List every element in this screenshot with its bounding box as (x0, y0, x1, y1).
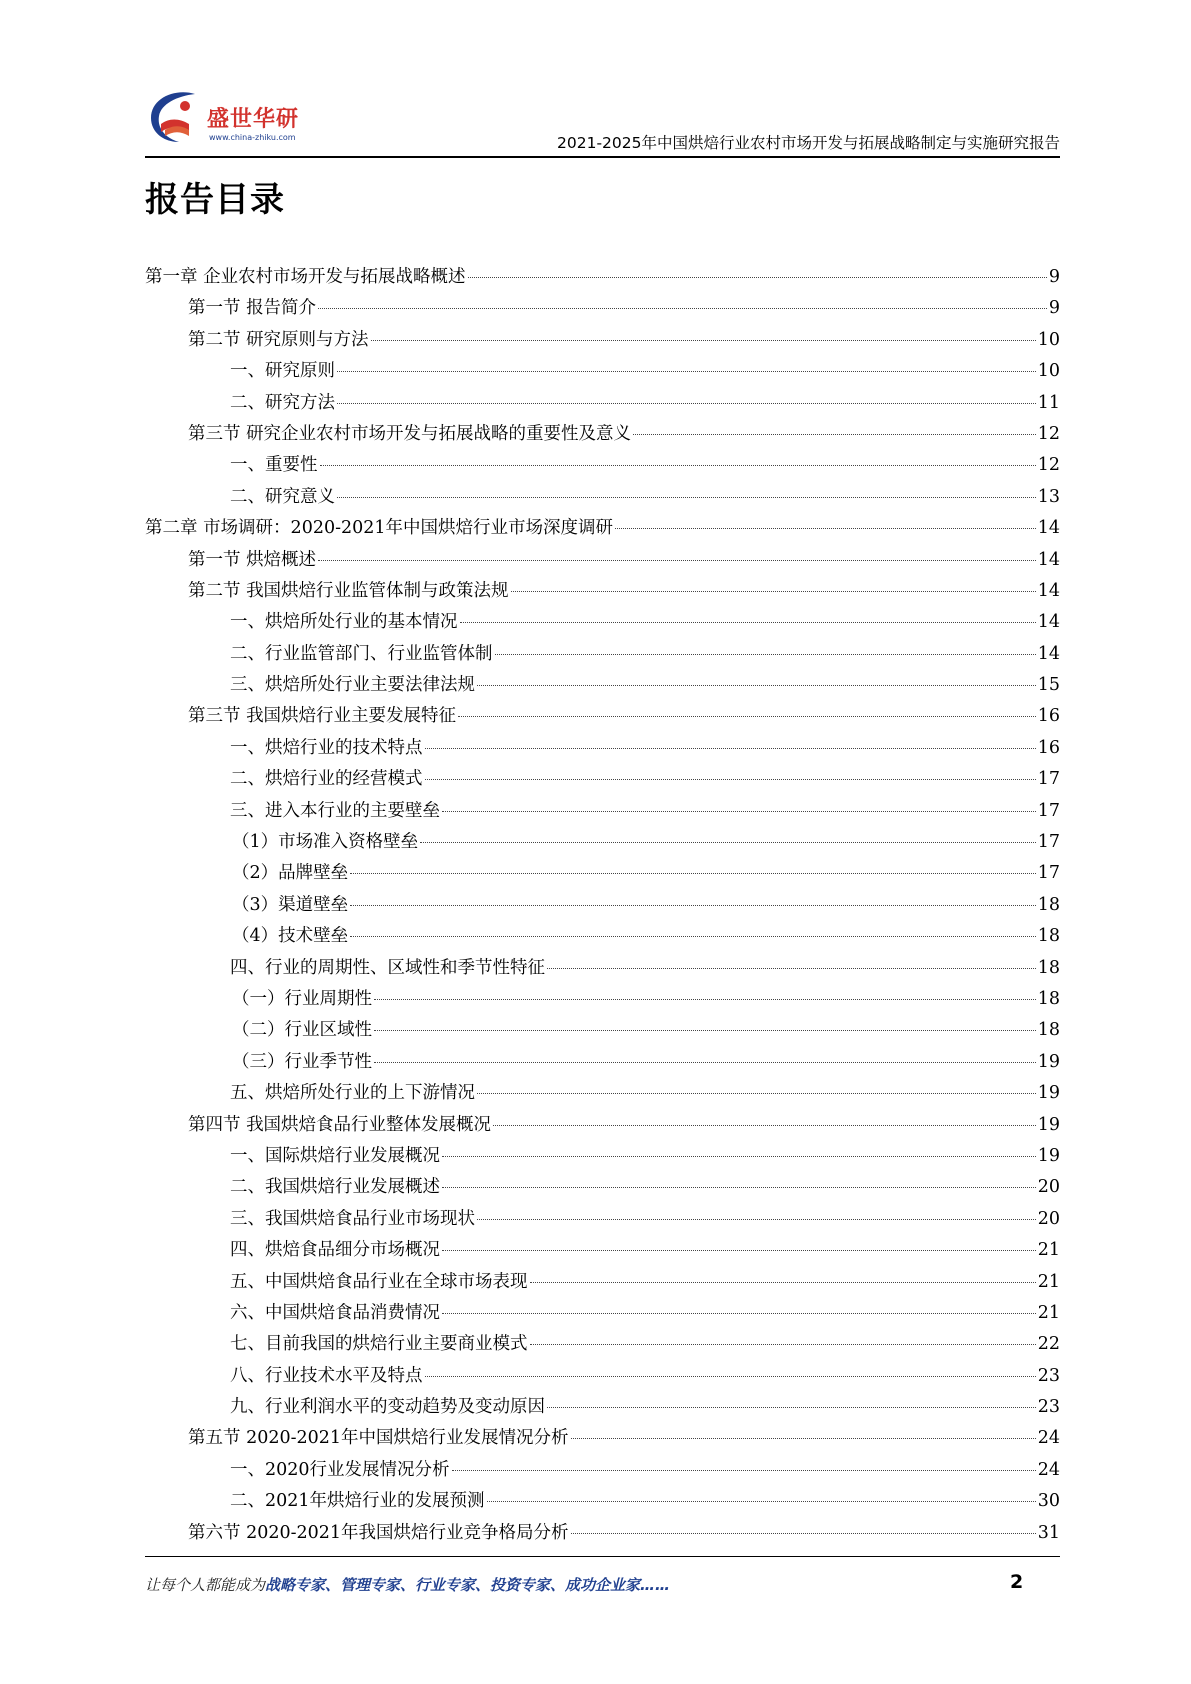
toc-dot-leader (425, 1376, 1036, 1377)
toc-entry-page: 14 (1037, 549, 1060, 570)
toc-entry-page: 18 (1037, 1020, 1060, 1041)
toc-dot-leader (442, 1250, 1036, 1251)
toc-dot-leader (547, 968, 1036, 969)
toc-entry[interactable] (145, 1079, 1060, 1110)
toc-entry-label: 第三节 我国烘焙行业主要发展特征 (188, 706, 457, 727)
toc-entry[interactable] (145, 765, 1060, 796)
toc-entry[interactable] (145, 985, 1060, 1016)
toc-dot-leader (547, 1407, 1036, 1408)
page-header (145, 80, 1060, 160)
toc-dot-leader (337, 497, 1036, 498)
toc-entry-page: 21 (1037, 1302, 1060, 1323)
toc-entry[interactable] (145, 483, 1060, 514)
toc-dot-leader (530, 1344, 1036, 1345)
toc-dot-leader (468, 277, 1047, 278)
toc-entry-page: 21 (1037, 1240, 1060, 1261)
toc-entry-page: 18 (1037, 957, 1060, 978)
toc-entry-page: 14 (1037, 643, 1060, 664)
toc-entry[interactable] (145, 608, 1060, 639)
table-of-contents (145, 263, 1060, 1550)
toc-entry-page: 19 (1037, 1145, 1060, 1166)
toc-entry-page: 22 (1037, 1334, 1060, 1355)
toc-entry[interactable] (145, 671, 1060, 702)
logo-emblem-icon (145, 88, 205, 146)
toc-entry-page: 9 (1048, 298, 1060, 319)
toc-entry-page: 19 (1037, 1051, 1060, 1072)
toc-dot-leader (374, 1062, 1036, 1063)
toc-entry[interactable] (145, 1142, 1060, 1173)
toc-entry-label: （三）行业季节性 (232, 1051, 372, 1072)
toc-entry-label: （2）品牌壁垒 (232, 863, 349, 884)
toc-entry-label: 三、我国烘焙食品行业市场现状 (230, 1208, 475, 1229)
toc-entry-label: 一、2020行业发展情况分析 (230, 1459, 450, 1480)
toc-entry-page: 17 (1037, 863, 1060, 884)
toc-entry-page: 10 (1037, 329, 1060, 350)
toc-entry-page: 18 (1037, 988, 1060, 1009)
header-divider (145, 156, 1060, 158)
toc-entry-label: 一、重要性 (230, 455, 318, 476)
toc-dot-leader (442, 811, 1036, 812)
toc-entry[interactable] (145, 702, 1060, 733)
toc-entry[interactable] (145, 1268, 1060, 1299)
toc-dot-leader (337, 371, 1036, 372)
toc-entry-label: 八、行业技术水平及特点 (230, 1365, 423, 1386)
toc-entry-label: （1）市场准入资格壁垒 (232, 832, 419, 853)
toc-entry-page: 9 (1048, 267, 1060, 287)
toc-entry[interactable] (145, 451, 1060, 482)
logo-url: www.china-zhiku.com (209, 133, 296, 142)
toc-entry[interactable] (145, 294, 1060, 325)
toc-entry-label: 二、研究方法 (230, 392, 335, 413)
toc-entry[interactable] (145, 546, 1060, 577)
toc-entry-page: 23 (1037, 1397, 1060, 1418)
toc-entry-label: 第二节 研究原则与方法 (188, 329, 369, 350)
toc-entry-label: 三、烘焙所处行业主要法律法规 (230, 675, 475, 696)
toc-entry-page: 18 (1037, 894, 1060, 915)
toc-entry-page: 24 (1037, 1428, 1060, 1449)
toc-entry[interactable] (145, 326, 1060, 357)
toc-entry-label: 四、烘焙食品细分市场概况 (230, 1240, 440, 1261)
toc-dot-leader (374, 999, 1036, 1000)
toc-entry[interactable] (145, 1330, 1060, 1361)
toc-entry-page: 18 (1037, 926, 1060, 947)
toc-entry-page: 20 (1037, 1208, 1060, 1229)
toc-entry-page: 20 (1037, 1177, 1060, 1198)
toc-entry-label: 一、烘焙行业的技术特点 (230, 737, 423, 758)
toc-entry-page: 10 (1037, 361, 1060, 382)
toc-dot-leader (571, 1438, 1036, 1439)
toc-entry-label: 一、烘焙所处行业的基本情况 (230, 612, 458, 633)
toc-entry[interactable] (145, 734, 1060, 765)
toc-entry-label: 五、烘焙所处行业的上下游情况 (230, 1083, 475, 1104)
toc-dot-leader (425, 748, 1036, 749)
toc-entry-page: 11 (1037, 392, 1060, 413)
footer-divider (145, 1556, 1060, 1557)
toc-entry-page: 19 (1037, 1114, 1060, 1135)
toc-entry-page: 30 (1037, 1491, 1060, 1512)
toc-entry[interactable] (145, 859, 1060, 890)
toc-entry-label: （一）行业周期性 (232, 988, 372, 1009)
toc-entry-label: 二、研究意义 (230, 486, 335, 507)
toc-dot-leader (320, 465, 1036, 466)
toc-dot-leader (350, 905, 1036, 906)
toc-entry-label: 五、中国烘焙食品行业在全球市场表现 (230, 1271, 528, 1292)
toc-entry[interactable] (145, 954, 1060, 985)
toc-entry-page: 13 (1037, 486, 1060, 507)
footer-slogan (145, 1574, 670, 1595)
toc-entry[interactable] (145, 797, 1060, 828)
toc-dot-leader (442, 1156, 1036, 1157)
toc-entry-page: 14 (1037, 518, 1060, 539)
toc-dot-leader (371, 340, 1036, 341)
toc-entry-label: 第一节 烘焙概述 (188, 549, 317, 570)
toc-entry-label: 第四节 我国烘焙食品行业整体发展概况 (188, 1114, 492, 1135)
report-title: 2021-2025年中国烘焙行业农村市场开发与拓展战略制定与实施研究报告 (557, 134, 1060, 152)
toc-entry[interactable] (145, 891, 1060, 922)
toc-entry-label: 六、中国烘焙食品消费情况 (230, 1302, 440, 1323)
toc-entry-label: 七、目前我国的烘焙行业主要商业模式 (230, 1334, 528, 1355)
toc-entry-page: 17 (1037, 800, 1060, 821)
toc-dot-leader (511, 591, 1036, 592)
toc-entry-label: 第五节 2020-2021年中国烘焙行业发展情况分析 (188, 1428, 569, 1449)
toc-entry[interactable] (145, 357, 1060, 388)
footer-slogan-accent: 战略专家、管理专家、行业专家、投资专家、成功企业家…… (265, 1576, 671, 1594)
toc-dot-leader (442, 1187, 1036, 1188)
toc-entry[interactable] (145, 1519, 1060, 1550)
toc-entry-label: 第六节 2020-2021年我国烘焙行业竞争格局分析 (188, 1522, 569, 1543)
toc-dot-leader (337, 403, 1036, 404)
toc-entry-page: 24 (1037, 1459, 1060, 1480)
toc-entry[interactable] (145, 1487, 1060, 1518)
toc-entry-label: 第一节 报告简介 (188, 298, 317, 319)
toc-entry[interactable] (145, 1456, 1060, 1487)
toc-entry-label: 九、行业利润水平的变动趋势及变动原因 (230, 1397, 545, 1418)
toc-entry-page: 17 (1037, 832, 1060, 853)
toc-entry-page: 23 (1037, 1365, 1060, 1386)
toc-dot-leader (571, 1533, 1036, 1534)
toc-dot-leader (318, 308, 1047, 309)
toc-entry-label: （二）行业区域性 (232, 1020, 372, 1041)
toc-dot-leader (425, 779, 1036, 780)
toc-dot-leader (374, 1030, 1036, 1031)
toc-entry-label: 第三节 研究企业农村市场开发与拓展战略的重要性及意义 (188, 423, 632, 444)
toc-dot-leader (460, 622, 1036, 623)
toc-entry[interactable] (145, 828, 1060, 859)
toc-entry[interactable] (145, 389, 1060, 420)
toc-dot-leader (318, 560, 1036, 561)
toc-dot-leader (487, 1501, 1036, 1502)
toc-dot-leader (615, 528, 1036, 529)
toc-entry[interactable] (145, 1362, 1060, 1393)
toc-dot-leader (493, 1125, 1036, 1126)
toc-entry[interactable] (145, 1236, 1060, 1267)
toc-dot-leader (420, 842, 1036, 843)
toc-entry-page: 17 (1037, 769, 1060, 790)
toc-entry[interactable] (145, 514, 1060, 545)
toc-entry[interactable] (145, 577, 1060, 608)
toc-entry[interactable] (145, 1393, 1060, 1424)
toc-entry[interactable] (145, 1205, 1060, 1236)
toc-entry[interactable] (145, 1016, 1060, 1047)
toc-dot-leader (477, 1219, 1036, 1220)
toc-dot-leader (530, 1282, 1036, 1283)
toc-entry-label: 四、行业的周期性、区域性和季节性特征 (230, 957, 545, 978)
toc-entry-label: 一、国际烘焙行业发展概况 (230, 1145, 440, 1166)
toc-dot-leader (495, 654, 1036, 655)
toc-entry[interactable] (145, 420, 1060, 451)
toc-dot-leader (350, 936, 1036, 937)
toc-entry-label: 三、进入本行业的主要壁垒 (230, 800, 440, 821)
company-logo (145, 80, 305, 150)
toc-entry-page: 16 (1037, 706, 1060, 727)
toc-dot-leader (350, 873, 1036, 874)
toc-entry-label: 第二节 我国烘焙行业监管体制与政策法规 (188, 580, 509, 601)
toc-entry-label: 二、2021年烘焙行业的发展预测 (230, 1491, 485, 1512)
toc-dot-leader (452, 1470, 1036, 1471)
toc-entry-label: 二、我国烘焙行业发展概述 (230, 1177, 440, 1198)
toc-entry[interactable] (145, 1111, 1060, 1142)
toc-entry-page: 19 (1037, 1083, 1060, 1104)
toc-entry-label: （3）渠道壁垒 (232, 894, 349, 915)
toc-entry-label: （4）技术壁垒 (232, 926, 349, 947)
toc-entry-page: 21 (1037, 1271, 1060, 1292)
toc-entry-page: 15 (1037, 675, 1060, 696)
toc-entry-page: 14 (1037, 612, 1060, 633)
toc-entry[interactable] (145, 1299, 1060, 1330)
toc-entry[interactable] (145, 640, 1060, 671)
logo-name: 盛世华研 (207, 107, 300, 132)
toc-dot-leader (477, 1093, 1036, 1094)
toc-entry-page: 31 (1037, 1522, 1060, 1543)
toc-entry[interactable] (145, 1173, 1060, 1204)
toc-entry-label: 二、烘焙行业的经营模式 (230, 769, 423, 790)
toc-entry[interactable] (145, 1048, 1060, 1079)
toc-dot-leader (458, 716, 1036, 717)
toc-entry[interactable] (145, 263, 1060, 294)
page-title: 报告目录 (145, 180, 285, 220)
toc-entry-page: 12 (1037, 423, 1060, 444)
toc-entry-label: 一、研究原则 (230, 361, 335, 382)
toc-entry-page: 16 (1037, 737, 1060, 758)
toc-dot-leader (633, 434, 1036, 435)
toc-entry-label: 二、行业监管部门、行业监管体制 (230, 643, 493, 664)
toc-dot-leader (477, 685, 1036, 686)
toc-dot-leader (442, 1313, 1036, 1314)
toc-entry-page: 14 (1037, 580, 1060, 601)
toc-entry-page: 12 (1037, 455, 1060, 476)
toc-entry[interactable] (145, 922, 1060, 953)
toc-entry[interactable] (145, 1424, 1060, 1455)
toc-entry-label: 第一章 企业农村市场开发与拓展战略概述 (145, 267, 466, 287)
toc-entry-label: 第二章 市场调研：2020-2021年中国烘焙行业市场深度调研 (145, 518, 614, 539)
page-number: 2 (1010, 1571, 1024, 1593)
footer-slogan-lead: 让每个人都能成为 (145, 1576, 266, 1594)
